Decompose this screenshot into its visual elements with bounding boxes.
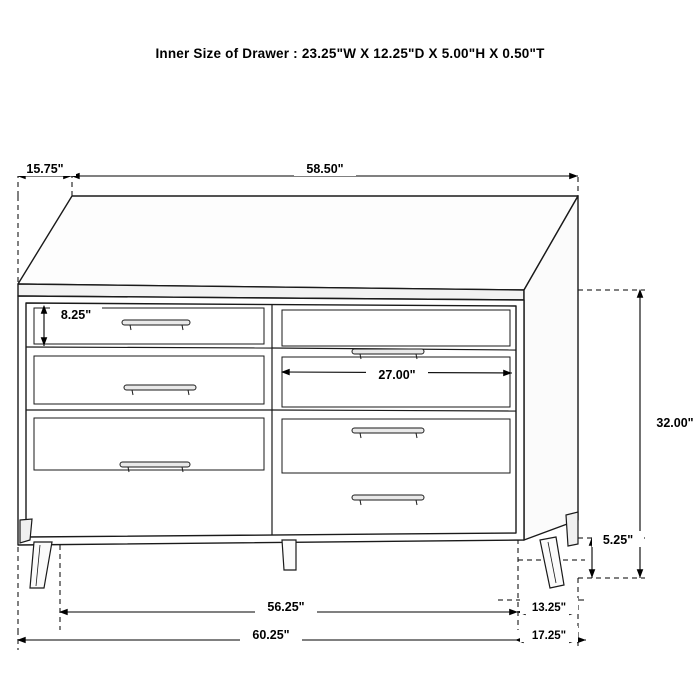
dim-base-width-outer: 60.25"	[252, 628, 290, 642]
dim-depth-top: 15.75"	[26, 162, 64, 176]
dim-drawer-height: 8.25"	[60, 308, 92, 322]
dim-base-width-inner: 56.25"	[267, 600, 305, 614]
dim-width-top: 58.50"	[306, 162, 344, 176]
dim-total-height: 32.00"	[656, 416, 694, 430]
dim-drawer-width: 27.00"	[378, 368, 416, 382]
dim-base-depth-inner: 13.25"	[531, 602, 567, 614]
dim-base-depth-outer: 17.25"	[531, 630, 567, 642]
dim-leg-height: 5.25"	[602, 533, 634, 547]
page-title: Inner Size of Drawer : 23.25"W X 12.25"D X 5.00"H X 0.50"T	[155, 46, 545, 61]
